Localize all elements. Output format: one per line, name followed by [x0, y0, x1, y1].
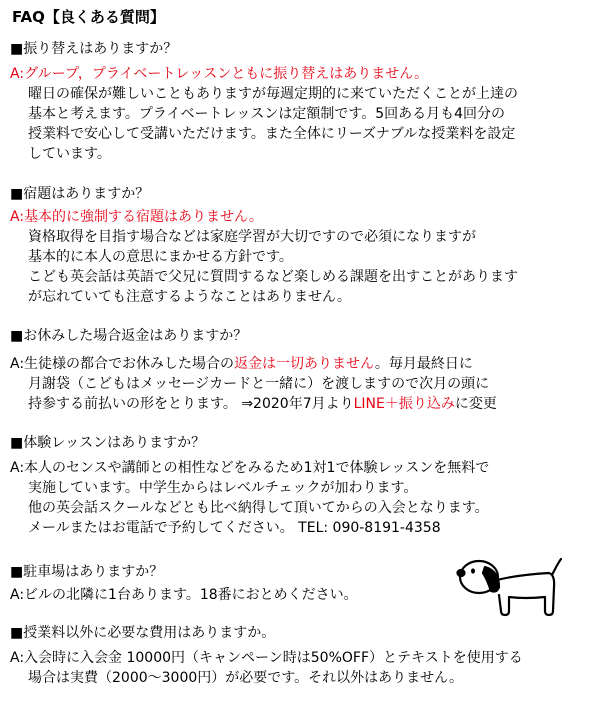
- answer-line-prefix: 持参する前払いの形をとります。 ⇒2020年7月より: [28, 396, 354, 412]
- answer-line: こども英会話は英語で父兄に質問するなど楽しめる課題を出すことがあります: [28, 269, 518, 285]
- answer-highlight: 返金は一切ありません: [234, 356, 375, 372]
- answer-line: 他の英会話スクールなどとも比べ納得して頂いてからの入会となります。: [28, 500, 489, 516]
- answer-first-line: [10, 64, 518, 84]
- page-title: FAQ【良くある質問】: [12, 8, 165, 26]
- faq-question-5: ■駐車場はありますか？: [10, 564, 164, 580]
- answer-line: メールまたはお電話で予約してください。 TEL: 090-8191-4358: [28, 520, 441, 536]
- answer-line-suffix: に変更: [454, 396, 497, 412]
- faq-answer-2: [10, 207, 518, 307]
- answer-line-highlight: LINE＋振り込み: [353, 396, 455, 412]
- answer-highlight: 基本的に強制する宿題はありません。: [24, 209, 263, 225]
- answer-line: 場合は実費（2000〜3000円）が必要です。それ以外はありません。: [28, 670, 463, 686]
- faq-answer-1: [10, 64, 518, 164]
- answer-suffix: 。毎月最終日に: [374, 356, 473, 372]
- answer-highlight: グループ，プライベートレッスンともに振り替えはありません。: [24, 66, 429, 82]
- faq-answer-4: [10, 458, 489, 538]
- faq-question-6: ■授業料以外に必要な費用はありますか。: [10, 625, 276, 641]
- answer-line: 基本と考えます。プライベートレッスンは定額制です。5回ある月も4回分の: [28, 106, 506, 122]
- answer-first-line: [10, 354, 497, 374]
- faq-question-3: ■お休みした場合返金はありますか？: [10, 328, 248, 344]
- answer-line: が忘れていても注意するようなことはありません。: [28, 289, 351, 305]
- answer-line: 実施しています。中学生からはレベルチェックが加わります。: [28, 480, 418, 496]
- answer-line: 資格取得を目指す場合などは家庭学習が大切ですので必須になりますが: [28, 229, 476, 245]
- answer-prefix: A:: [10, 209, 25, 225]
- faq-question-4: ■体験レッスンはありますか？: [10, 435, 206, 451]
- answer-line: 月謝袋（こどもはメッセージカードと一緒に）を渡しますので次月の頭に: [28, 376, 490, 392]
- dog-icon: [455, 555, 565, 625]
- answer-prefix: A:生徒様の都合でお休みした場合の: [10, 356, 235, 372]
- answer-prefix: A:: [10, 66, 25, 82]
- faq-answer-3: [10, 354, 497, 414]
- faq-question-2: ■宿題はありますか？: [10, 186, 150, 202]
- answer-first-line: A:本人のセンスや講師との相性などをみるため1対1で体験レッスンを無料で: [10, 460, 490, 476]
- answer-line: 曜日の確保が難しいこともありますが毎週定期的に来ていただくことが上達の: [28, 86, 518, 102]
- faq-question-1: ■振り替えはありますか？: [10, 41, 178, 57]
- answer-first-line: A:ビルの北隣に1台あります。18番におとめください。: [10, 587, 358, 603]
- answer-line: しています。: [28, 146, 111, 162]
- answer-first-line: A:入会時に入会金 10000円（キャンペーン時は50%OFF）とテキストを使用する: [10, 650, 523, 666]
- answer-line: [10, 394, 497, 414]
- faq-answer-6: [10, 648, 523, 688]
- answer-line: 基本的に本人の意思にまかせる方針です。: [28, 249, 293, 265]
- faq-answer-5: [10, 585, 358, 605]
- answer-line: 授業料で安心して受講いただけます。また全体にリーズナブルな授業料を設定: [28, 126, 516, 142]
- answer-first-line: [10, 207, 518, 227]
